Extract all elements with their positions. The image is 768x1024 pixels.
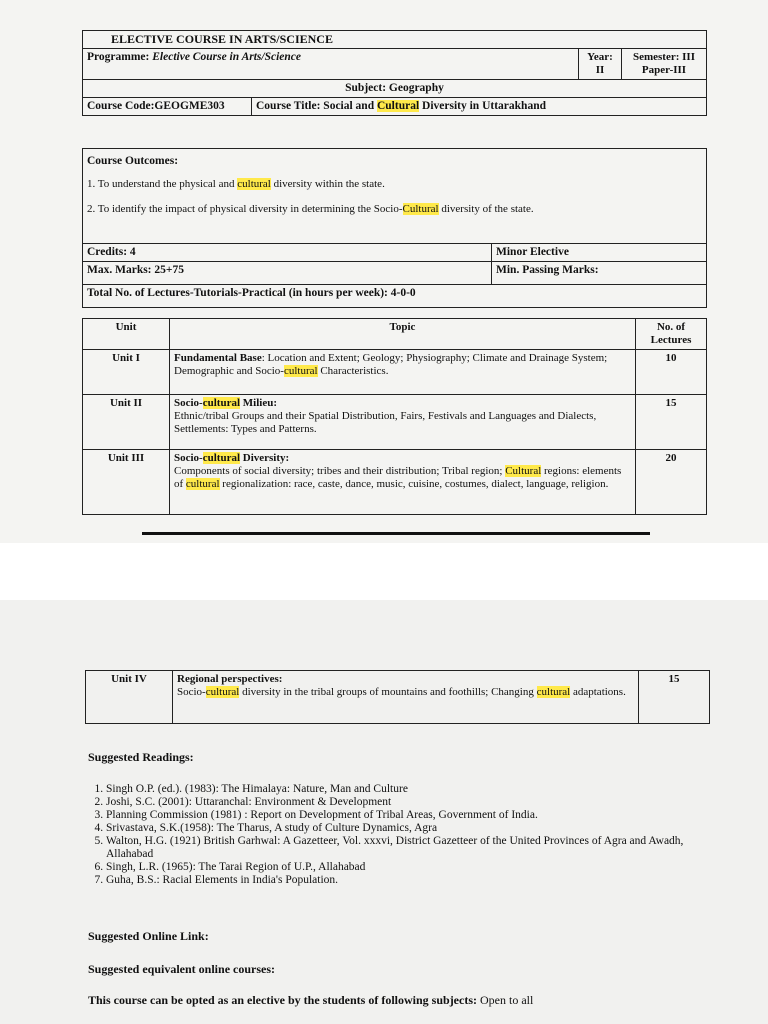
readings-list [88,783,718,887]
unit-topic: Socio-cultural Milieu: Ethnic/tribal Groups and their Spatial Distribution, Fairs, Festivals and Languages and Dialects, Settlements: Types and Patterns. [170,395,636,450]
course-header: ELECTIVE COURSE IN ARTS/SCIENCE [83,31,707,49]
units-table [82,318,707,515]
table-row [83,350,707,395]
year-cell [579,49,622,80]
readings-title: Suggested Readings: [88,750,194,764]
paper-label: Paper-III [641,64,687,76]
unit-lectures: 10 [636,350,707,395]
credits-table [82,243,707,308]
semester-cell [622,49,707,80]
unit-label: Unit III [83,450,170,515]
total-lectures: Total No. of Lectures-Tutorials-Practical (in hours per week): 4-0-0 [83,285,707,308]
reading-item: 6. Singh, L.R. (1965): The Tarai Region of U.P., Allahabad [106,861,718,874]
reading-item: 4. Srivastava, S.K.(1958): The Tharus, A study of Culture Dynamics, Agra [106,822,718,835]
table-row [83,395,707,450]
course-header-table [82,30,707,116]
programme-value: Elective Course in Arts/Science [152,51,301,63]
outcomes-title: Course Outcomes: [87,155,179,167]
unit-label: Unit IV [86,671,173,724]
unit-topic: Fundamental Base: Location and Extent; Geology; Physiography; Climate and Drainage System; Demographic and Socio-cultural Characteristics. [170,350,636,395]
course-code: Course Code:GEOGME303 [83,98,252,116]
credits: Credits: 4 [83,244,492,262]
online-courses-label: Suggested equivalent online courses: [88,962,276,976]
opted-note: This course can be opted as an elective by the students of following subjects: Open to all [88,993,534,1007]
reading-item: 1. Singh O.P. (ed.). (1983): The Himalaya: Nature, Man and Culture [106,783,718,796]
max-marks: Max. Marks: 25+75 [83,262,492,285]
min-passing-marks: Min. Passing Marks: [492,262,707,285]
year-value: II [595,64,605,76]
programme-label: Programme: [87,51,150,63]
reading-item: 2. Joshi, S.C. (2001): Uttaranchal: Environment & Development [106,796,718,809]
outcome-1: 1. To understand the physical and cultural diversity within the state. [87,178,385,190]
course-title: Course Title: Social and Cultural Diversity in Uttarakhand [252,98,707,116]
minor-elective: Minor Elective [492,244,707,262]
unit-topic: Regional perspectives: Socio-cultural diversity in the tribal groups of mountains and foothills; Changing cultural adaptations. [173,671,639,724]
unit-topic: Socio-cultural Diversity: Components of social diversity; tribes and their distribution; Tribal region; Cultural regions: elements of cultural regionalization: race, caste, dance, music, cuisine, costumes, dialect, language, religion. [170,450,636,515]
reading-item: 3. Planning Commission (1981) : Report on Development of Tribal Areas, Government of India. [106,809,718,822]
unit-lectures: 15 [636,395,707,450]
col-header-unit: Unit [83,319,170,350]
col-header-topic: Topic [170,319,636,350]
subject: Subject: Geography [83,80,707,98]
table-row [86,671,710,724]
course-outcomes-box [82,148,707,244]
col-header-lectures: No. of Lectures [636,319,707,350]
table-row [83,450,707,515]
unit-label: Unit II [83,395,170,450]
year-label: Year: [587,51,613,63]
readings-ol [88,783,718,887]
highlight-mark: Cultural [376,100,420,112]
online-link-label: Suggested Online Link: [88,929,209,943]
unit-lectures: 15 [639,671,710,724]
unit-label: Unit I [83,350,170,395]
outcome-2: 2. To identify the impact of physical diversity in determining the Socio-Cultural diversity of the state. [87,203,534,215]
unit-lectures: 20 [636,450,707,515]
unit4-table [85,670,710,724]
divider-rule [142,532,650,535]
reading-item: 7. Guha, B.S.: Racial Elements in India's Population. [106,874,718,887]
reading-item: 5. Walton, H.G. (1921) British Garhwal: A Gazetteer, Vol. xxxvi, District Gazetteer of the United Provinces of Agra and Awadh, Allahabad [106,835,718,861]
semester-label: Semester: III [632,51,695,63]
document-page-2 [0,600,768,1024]
